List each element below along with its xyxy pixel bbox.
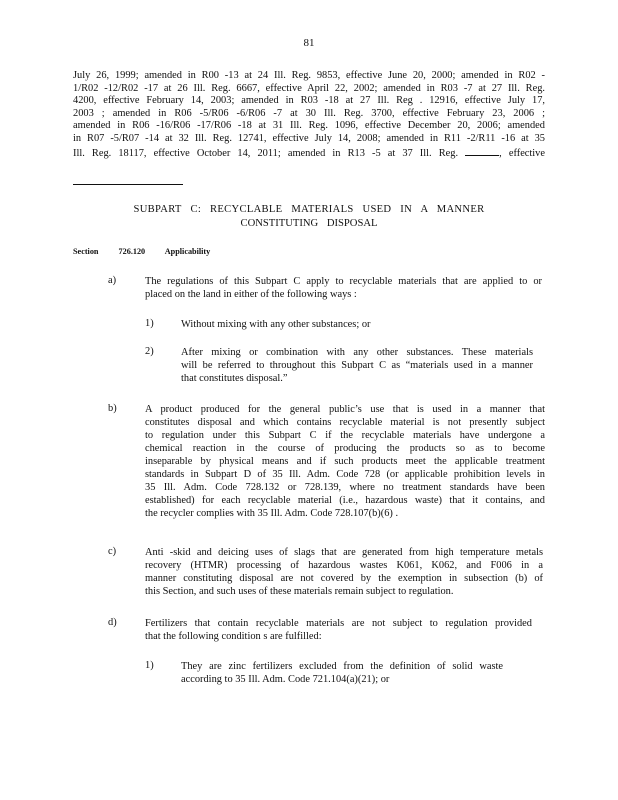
item-d1-line: according to 35 Ill. Adm. Code 721.104(a)(21); or	[181, 674, 390, 685]
item-d-label: d)	[108, 617, 117, 628]
item-a2-label: 2)	[145, 346, 154, 357]
section-number: 726.120	[118, 247, 146, 256]
item-b-line: standards in Subpart D of 35 Ill. Adm. Code 728 (or applicable prohibition levels in	[145, 469, 545, 480]
item-d1-text	[181, 660, 503, 686]
item-b-line: 35 Ill. Adm. Code 728.132 or 728.139, where no treatment standards have been	[145, 482, 545, 493]
item-b-text	[145, 403, 545, 520]
item-c-line: manner constituting disposal are not covered by the exemption in subsection (b) of	[145, 573, 543, 584]
history-line: Ill. Reg. 18117, effective October 14, 2011; amended in R13 -5 at 37 Ill. Reg.	[73, 147, 459, 159]
item-d1-label: 1)	[145, 660, 154, 671]
item-d-line: Fertilizers that contain recyclable materials are not subject to regulation provided	[145, 618, 532, 629]
item-b-label: b)	[108, 403, 117, 414]
item-a-label: a)	[108, 275, 117, 286]
item-b-line: the recycler complies with 35 Ill. Adm. Code 728.107(b)(6) .	[145, 508, 399, 519]
section-label: Section	[73, 247, 99, 256]
subpart-heading	[100, 203, 518, 231]
item-a-line: The regulations of this Subpart C apply to recyclable materials that are applied to or	[145, 276, 542, 287]
history-line: 1/R02 -12/R02 -17 at 26 Ill. Reg. 6667, effective April 22, 2002; amended in R03 -7 at 27 Ill. Reg.	[73, 82, 545, 94]
history-tail: effective	[508, 147, 545, 159]
item-c-line: Anti -skid and deicing uses of slags that are generated from high temperature metals	[145, 547, 543, 558]
item-d1-line: They are zinc fertilizers excluded from the definition of solid waste	[181, 661, 503, 672]
subpart-title-line1: SUBPART C: RECYCLABLE MATERIALS USED IN A MANNER	[133, 204, 485, 215]
history-line: in R07 -5/R07 -14 at 32 Ill. Reg. 12741, effective July 14, 2008; amended in R11 -2/R11 -16 at 35	[73, 132, 545, 144]
item-a1-text	[181, 318, 411, 331]
source-history-note	[73, 70, 545, 160]
history-line: 4200, effective February 14, 2003; amended in R03 -18 at 27 Ill. Reg . 12916, effective July 17,	[73, 95, 545, 107]
page-number: 81	[303, 37, 315, 49]
item-c-line: this Section, and such uses of these materials remain subject to regulation.	[145, 586, 454, 597]
item-c-label: c)	[108, 546, 117, 557]
item-a-line: placed on the land in either of the following ways :	[145, 289, 357, 300]
item-d-text	[145, 617, 532, 643]
item-b-line: inseparable by physical means and if such products meet the applicable treatment	[145, 456, 545, 467]
item-c-text	[145, 546, 543, 598]
item-a2-text	[181, 346, 533, 385]
item-a2-line: that constitutes disposal.”	[181, 373, 288, 384]
item-b-line: constitutes disposal and which contains recyclable material is not presently subject	[145, 417, 545, 428]
item-b-line: established) for each recyclable material (i.e., hazardous waste) that it contains, and	[145, 495, 545, 506]
item-c-line: recovery (HTMR) processing of hazardous wastes K061, K062, and F006 in a	[145, 560, 543, 571]
blank-date-underline	[73, 184, 183, 185]
item-a1-label: 1)	[145, 318, 154, 329]
history-line: amended in R06 -16/R06 -17/R06 -18 at 31 Ill. Reg. 1096, effective December 20, 2006; amended	[73, 120, 545, 132]
history-last-line: Ill. Reg. 18117, effective October 14, 2011; amended in R13 -5 at 37 Ill. Reg. , effective	[73, 147, 545, 159]
item-b-line: A product produced for the general public’s use that is used in a manner that	[145, 404, 545, 415]
item-d-line: that the following condition s are fulfilled:	[145, 631, 322, 642]
item-a1-line: Without mixing with any other substances; or	[181, 319, 371, 330]
section-title: Applicability	[164, 247, 211, 256]
item-b-line: to regulation under this Subpart C if the recyclable materials have undergone a	[145, 430, 545, 441]
subpart-title-line2: CONSTITUTING DISPOSAL	[240, 218, 378, 229]
history-line: July 26, 1999; amended in R00 -13 at 24 Ill. Reg. 9853, effective June 20, 2000; amended in R02 -	[73, 70, 545, 81]
history-line: 2003 ; amended in R06 -5/R06 -6/R06 -7 at 30 Ill. Reg. 3700, effective February 23, 2006 ;	[73, 107, 545, 119]
item-b-line: chemical reaction in the course of producing the products so as to become	[145, 443, 545, 454]
item-a-text	[145, 275, 542, 301]
item-a2-line: After mixing or combination with any other substances. These materials	[181, 347, 533, 358]
section-heading	[73, 247, 228, 256]
blank-underline	[465, 146, 499, 156]
item-a2-line: will be referred to throughout this Subpart C as “materials used in a manner	[181, 360, 533, 371]
